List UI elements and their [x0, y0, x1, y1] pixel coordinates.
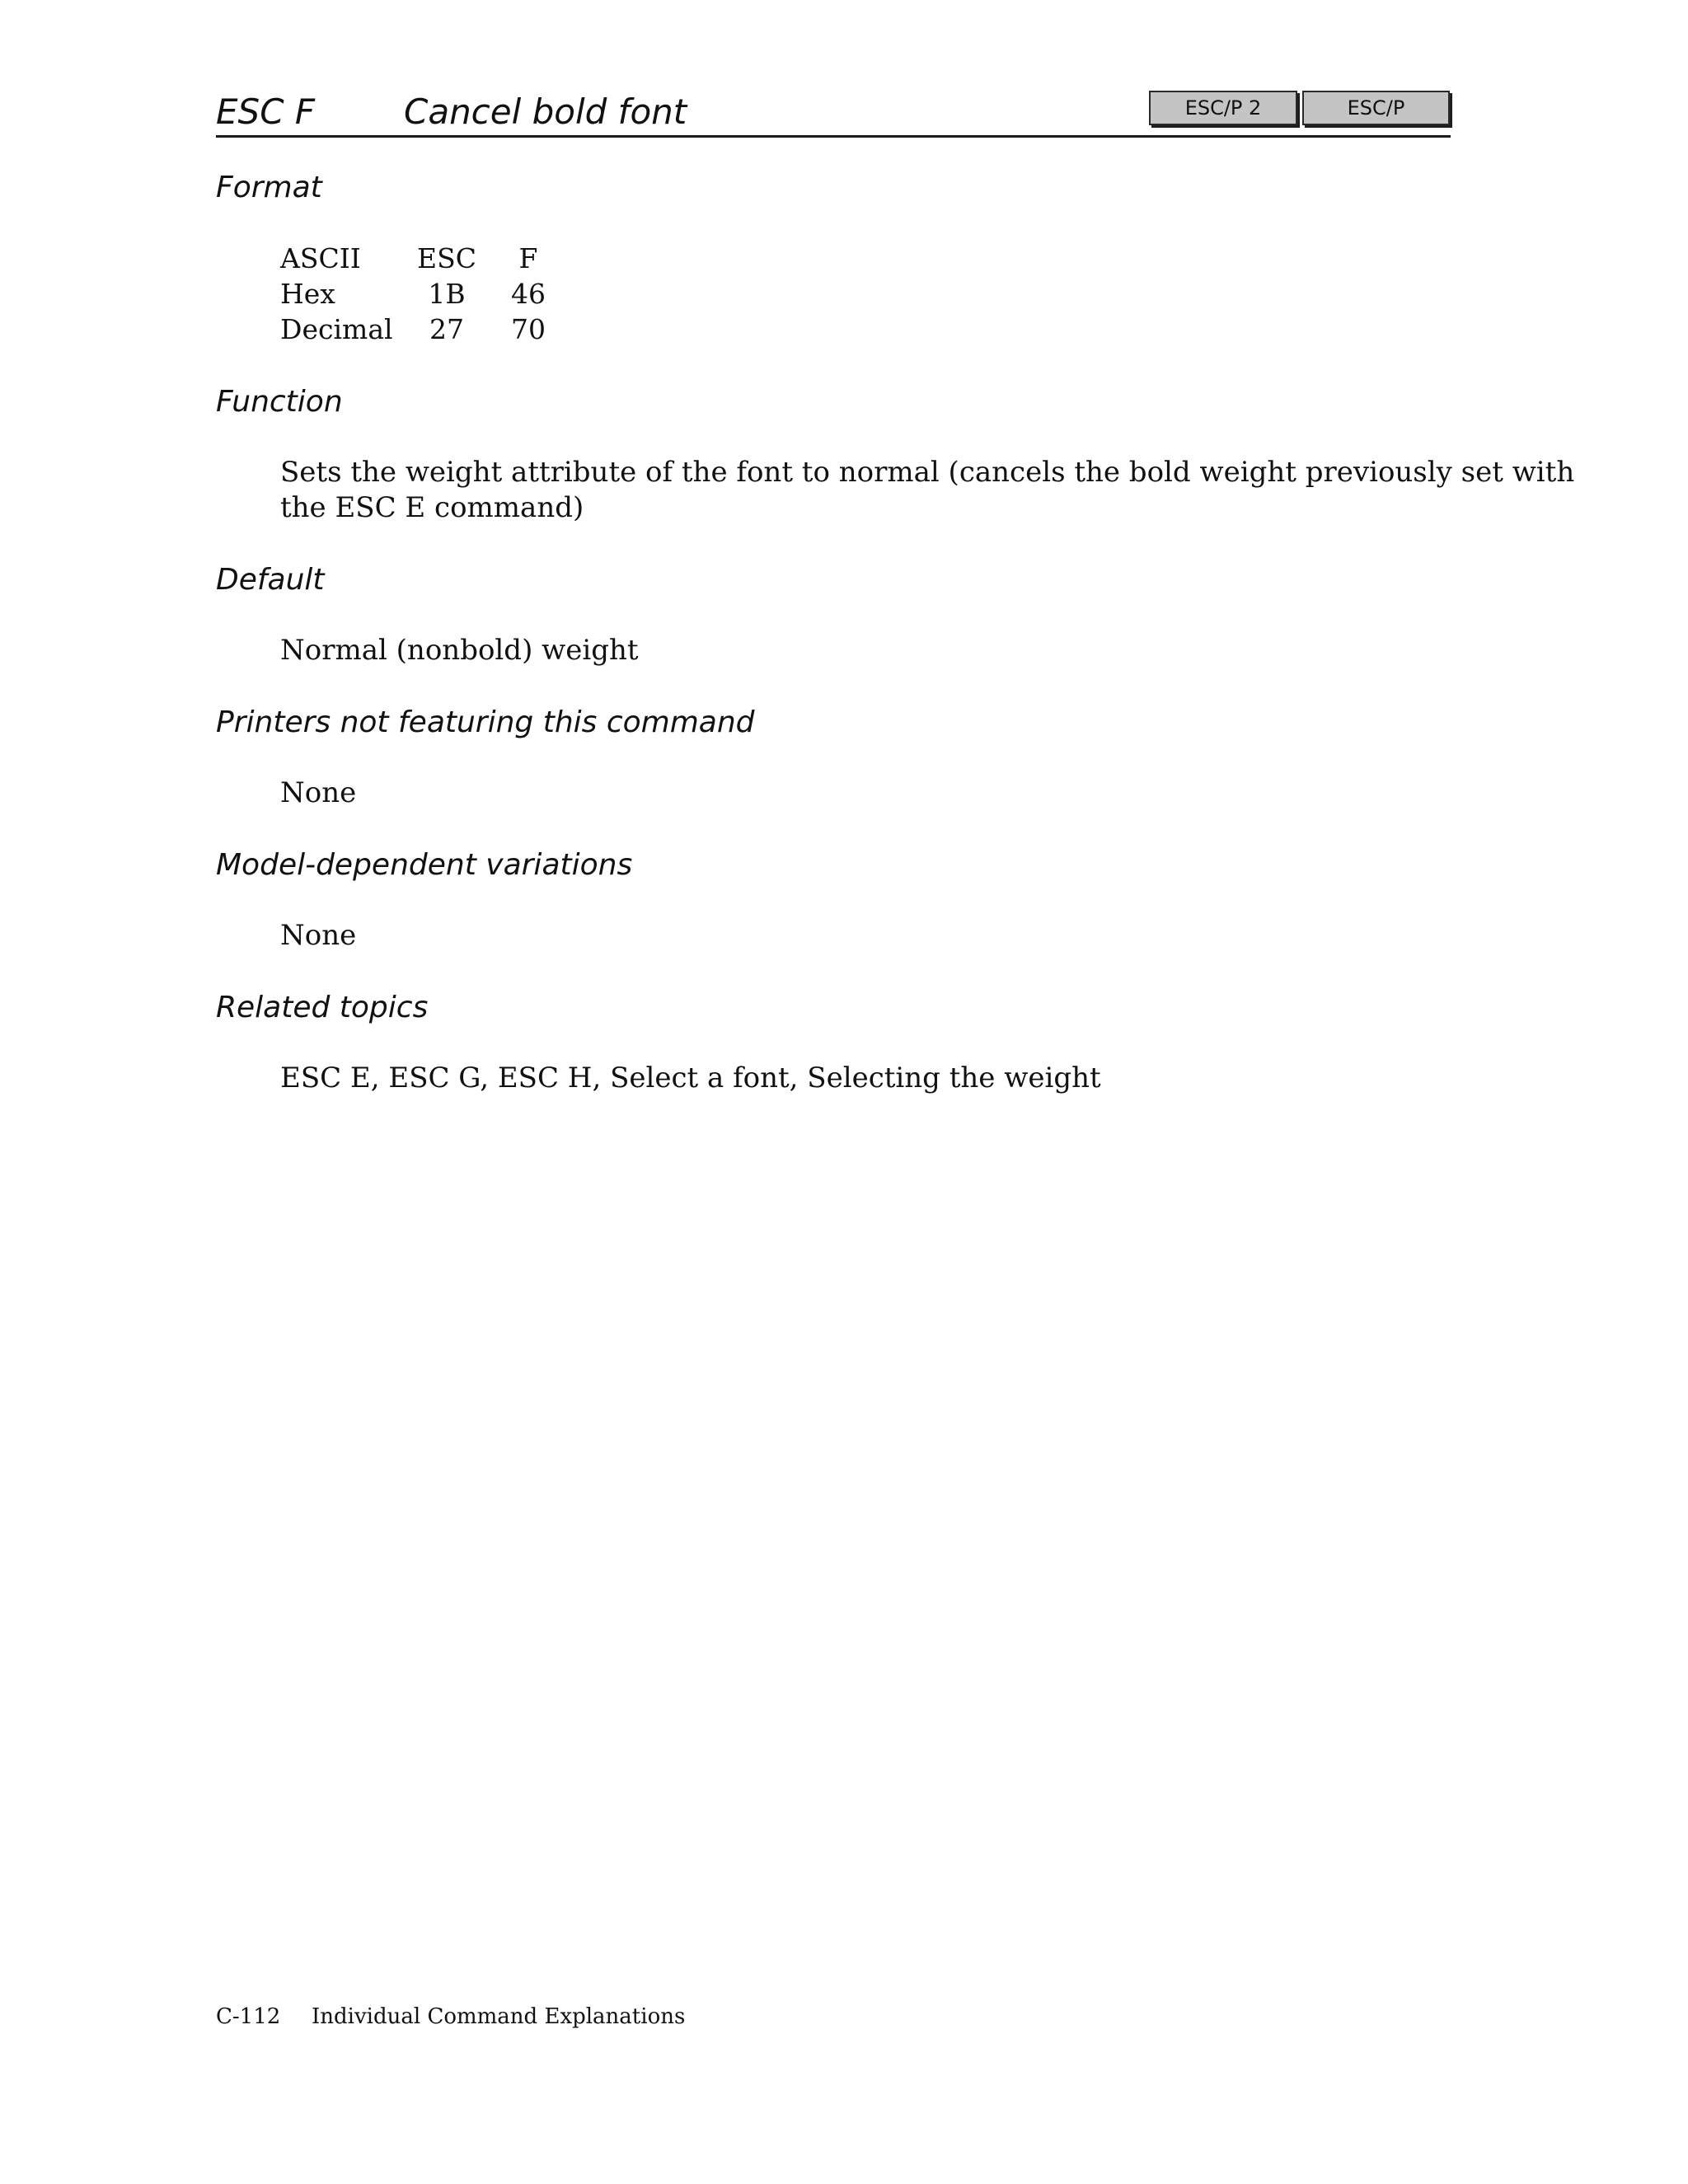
- format-value: 27: [429, 313, 464, 345]
- chapter-title: Individual Command Explanations: [312, 2004, 686, 2029]
- format-value: 70: [510, 313, 546, 345]
- page-title: Cancel bold font: [404, 91, 687, 132]
- function-text-line-1: Sets the weight attribute of the font to normal (cancels the bold weight previously set with: [280, 456, 1575, 489]
- tag-esc-p2: ESC/P 2: [1149, 91, 1297, 125]
- page-header: [216, 87, 1451, 138]
- default-heading: Default: [216, 563, 325, 597]
- function-heading: Function: [216, 385, 343, 419]
- printers-heading: Printers not featuring this command: [216, 705, 755, 739]
- page-footer: [216, 2003, 685, 2031]
- format-table: [280, 241, 549, 347]
- format-value: ESC: [417, 242, 476, 274]
- function-text-line-2: the ESC E command): [280, 491, 584, 524]
- page-number: C-112: [216, 2004, 281, 2029]
- command-code: ESC F: [216, 91, 316, 132]
- format-label: Hex: [280, 278, 335, 310]
- table-row: [280, 312, 549, 347]
- format-value: 46: [510, 278, 546, 310]
- format-label: ASCII: [280, 242, 361, 274]
- format-value: F: [518, 242, 538, 274]
- format-label: Decimal: [280, 313, 393, 345]
- related-text: ESC E, ESC G, ESC H, Select a font, Selecting the weight: [280, 1062, 1101, 1094]
- printers-text: None: [280, 776, 357, 809]
- variations-text: None: [280, 919, 357, 952]
- format-value: 1B: [428, 278, 466, 310]
- default-text: Normal (nonbold) weight: [280, 634, 639, 667]
- table-row: [280, 276, 549, 312]
- variations-heading: Model-dependent variations: [216, 848, 633, 882]
- tag-esc-p: ESC/P: [1302, 91, 1450, 125]
- format-heading: Format: [216, 171, 322, 204]
- related-heading: Related topics: [216, 991, 429, 1024]
- table-row: [280, 241, 549, 276]
